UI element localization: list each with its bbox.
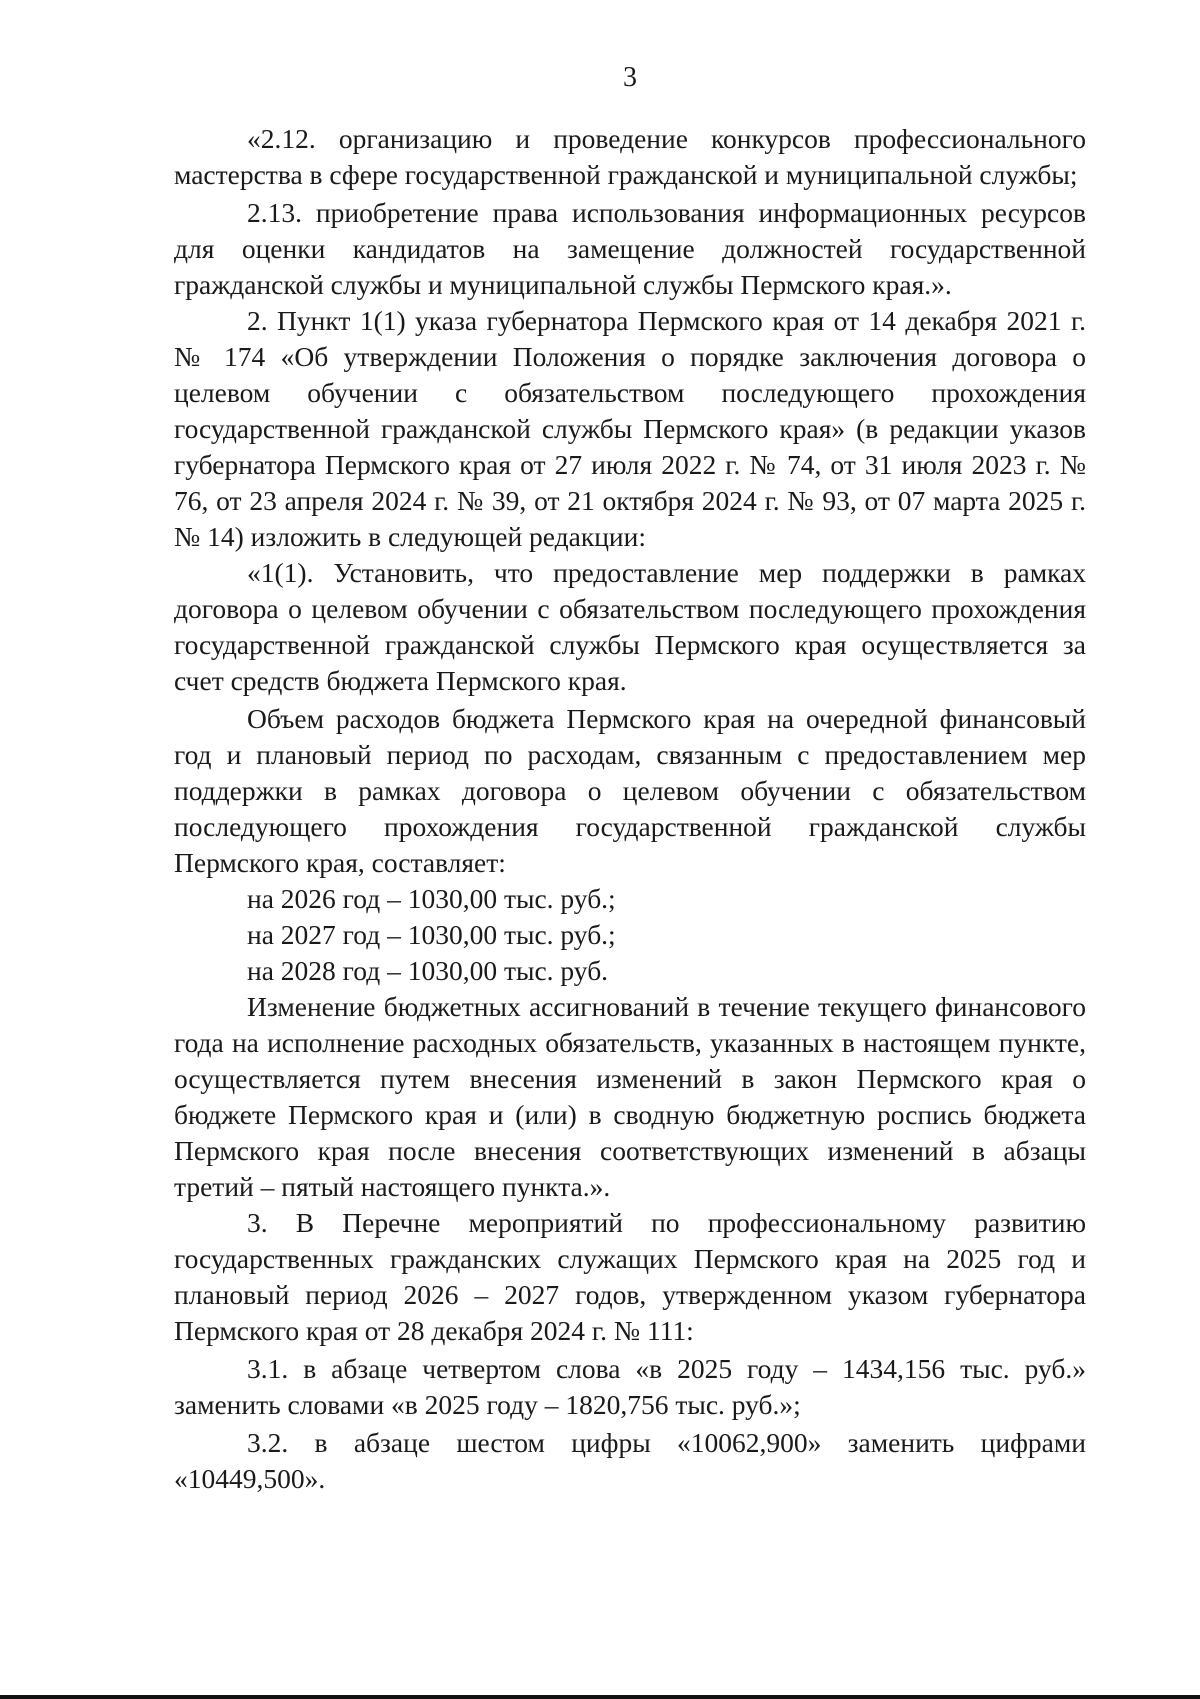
paragraph-item-3: 3. В Перечне мероприятий по профессиональному развитию государственных гражданских служащих Пермского края на 2025 год и плановый период 2026 – 2027 годов, утвержденном указом губернатора Пермского края от 28 декабря 2024 г. № 111: (174, 1207, 1086, 1346)
paragraph-budget-volume: Объем расходов бюджета Пермского края на очередной финансовый год и плановый период по расходам, связанным с предоставлением мер поддержки в рамках договора о целевом обучении с обязательством последующего прохождения государственной гражданской службы Пермского края, составляет: (174, 703, 1086, 878)
paragraph-2-13: 2.13. приобретение права использования информационных ресурсов для оценки кандидатов на замещение должностей государственной гражданской службы и муниципальной службы Пермского края.». (174, 197, 1086, 300)
paragraph-3-1: 3.1. в абзаце четвертом слова «в 2025 году – 1434,156 тыс. руб.» заменить словами «в 2025 году – 1820,756 тыс. руб.»; (174, 1353, 1086, 1420)
paragraph-item-2: 2. Пункт 1(1) указа губернатора Пермского края от 14 декабря 2021 г. № 174 «Об утверждении Положения о порядке заключения договора о целевом обучении с обязательством последующего прохождения государственной гражданской службы Пермского края» (в редакции указов губернатора Пермского края от 27 июля 2022 г. № 74, от 31 июля 2023 г. № 76, от 23 апреля 2024 г. № 39, от 21 октября 2024 г. № 93, от 07 марта 2025 г. № 14) изложить в следующей редакции: (174, 305, 1086, 552)
paragraph-budget-change: Изменение бюджетных ассигнований в течение текущего финансового года на исполнение расходных обязательств, указанных в настоящем пункте, осуществляется путем внесения изменений в закон Пермского края о бюджете Пермского края и (или) в сводную бюджетную роспись бюджета Пермского края после внесения соответствующих изменений в абзацы третий – пятый настоящего пункта.». (174, 991, 1086, 1202)
paragraph-3-2: 3.2. в абзаце шестом цифры «10062,900» заменить цифрами «10449,500». (174, 1427, 1086, 1494)
page-number: 3 (623, 62, 637, 93)
amount-2027: на 2027 год – 1030,00 тыс. руб.; (247, 919, 616, 950)
document-body (174, 121, 1086, 1497)
amount-2026: на 2026 год – 1030,00 тыс. руб.; (247, 883, 616, 914)
amount-2028: на 2028 год – 1030,00 тыс. руб. (247, 955, 609, 986)
paragraph-2-12: «2.12. организацию и проведение конкурсов профессионального мастерства в сфере государственной гражданской и муниципальной службы; (174, 123, 1086, 190)
scan-bottom-edge (0, 1695, 1200, 1699)
paragraph-1-1: «1(1). Установить, что предоставление мер поддержки в рамках договора о целевом обучении с обязательством последующего прохождения государственной гражданской службы Пермского края осуществляется за счет средств бюджета Пермского края. (174, 557, 1086, 696)
